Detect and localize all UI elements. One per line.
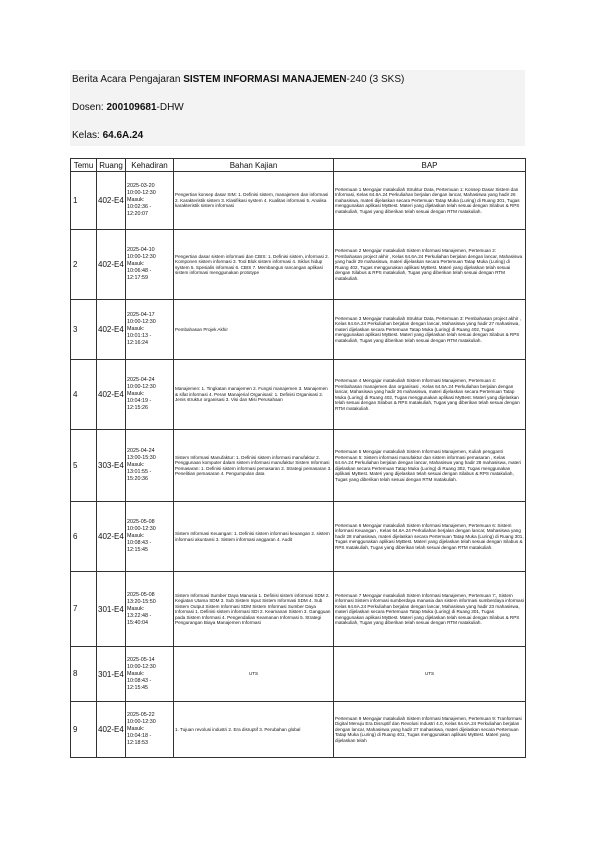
table-row [71, 230, 526, 300]
course-code: -240 (3 SKS) [346, 74, 405, 85]
cell-temu: 3 [71, 300, 97, 360]
table-row [71, 300, 526, 360]
kehadiran-line: 2025-04-24 [127, 448, 155, 454]
kelas-value: 64.6A.24 [102, 130, 144, 141]
cell-ruang: 402-E4 [97, 702, 126, 758]
kehadiran-line: 10:00-12:30 [127, 384, 156, 390]
cell-ruang: 301-E4 [97, 647, 126, 702]
cell-kehadiran [126, 360, 174, 430]
kehadiran-line: 10:01:13 - [127, 333, 152, 339]
document-title [72, 74, 404, 86]
cell-kehadiran [126, 300, 174, 360]
cell-bahan-kajian: Pengertian dasar sistem informasi dan CBIS: 1. Definisi sistem, informasi 2. Komponen sistem informasi 3. Tool Blok sistem informasi 4. Siklus hidup system 5. Spesialis informasi 6. CBIS 7. Membangun rancangan aplikasi sistem informasi menggunakan prototype [174, 230, 334, 300]
kehadiran-line: Masuk: [127, 533, 145, 539]
cell-bap: Pertemuan 1 Mengajar matakuliah Struktur Data, Pertemuan 1: Konsep Dasar Sistem dan Informasi, Kelas 64.6A.24 Perkuliahan berjalan dengan lancar, Mahasiswa yang hadir 26 mahasiswa, materi dijelaskan secara Pertemuan Tatap Muka (Luring) di Ruang 301, Tugas menggunakan aplikasi MyBest. Materi yang dijelaskan telah sesuai dengan Silabus & RPS matakuliah, Tugas yang diberikan telah sesuai dengan RTM matakuliah. [334, 172, 526, 230]
cell-bahan-kajian: Pengertian konsep dasar SIM: 1. Definisi sistem, manajemen dan informasi 2. Karakteristik sistem 3. Klasifikasi system 4. Kualitas informasi 5. Analisa karakteristik sistem informasi [174, 172, 334, 230]
cell-bahan-kajian: Pembahasan Projek Akhir [174, 300, 334, 360]
cell-bahan-kajian: Sistem Informasi Manufaktur: 1. Definisi sistem informasi manufaktur 2. Penggunaan komputer dalam sistem informasi manufaktur Sistem Informasi Pemasaran: 1. Definisi sistem informasi pemasaran 2. Strategi pemasaran 3. Penelitian pemasaran 4. Pengumpulan data [174, 430, 334, 502]
kehadiran-line: 12:15:45 [127, 684, 148, 691]
cell-ruang: 303-E4 [97, 430, 126, 502]
kehadiran-line: 12:18:53 [127, 740, 148, 746]
cell-temu: 9 [71, 702, 97, 758]
cell-bap: Pertemuan 4 Mengajar matakuliah Sistem Informasi Manajemen, Pertemuan 4: Pembahasan manajemen dan organisasi , Kelas 64.6A.24 Perkuliahan berjalan dengan lancar, Mahasiswa yang hadir 26 mahasiswa, materi dijelaskan secara Pertemuan Tatap Muka (Luring) di Ruang 402, Tugas menggunakan aplikasi MyBest. Materi yang dijelaskan telah sesuai dengan Silabus & RPS matakuliah, Tugas yang diberikan telah sesuai dengan RTM matakuliah. [334, 360, 526, 430]
cell-bap: Pertemuan 3 Mengajar matakuliah Struktur Data, Pertemuan 3: Pembahasan project akhir , Kelas 64.6A.24 Perkuliahan berjalan dengan lancar, Mahasiswa yang hadir 27 mahasiswa, materi dijelaskan secara Pertemuan Tatap Muka (Luring) di Ruang 402, Tugas menggunakan aplikasi MyBest. Materi yang dijelaskan telah sesuai dengan Silabus & RPS matakuliah, Tugas yang diberikan telah sesuai dengan RTM matakuliah. [334, 300, 526, 360]
cell-bap: Pertemuan 5 Mengajar matakuliah Sistem Informasi Manajemen, Kuliah pengganti Pertemuan 5: Sistem informasi manufaktur dan sistem informasi pemasaran , Kelas 64.6A.24 Perkuliahan berjalan dengan lancar, Mahasiswa yang hadir 28 mahasiswa, materi dijelaskan secara Pertemuan Tatap Muka (Luring) di Ruang 302, Tugas menggunakan aplikasi MyBest. Materi yang dijelaskan telah sesuai dengan Silabus & RPS matakuliah, Tugas yang diberikan telah sesuai dengan RTM matakuliah. [334, 430, 526, 502]
cell-ruang: 402-E4 [97, 172, 126, 230]
table-row [71, 172, 526, 230]
cell-temu: 2 [71, 230, 97, 300]
col-header-bap: BAP [334, 159, 526, 172]
cell-temu: 4 [71, 360, 97, 430]
kehadiran-line: 12:17:59 [127, 275, 148, 281]
kehadiran-line: 13:01:55 - [127, 469, 152, 475]
kehadiran-line: 10:04:19 - [127, 398, 152, 404]
cell-bap: Pertemuan 2 Mengajar matakuliah Sistem Informasi Manajemen, Pertemuan 2: Pembahasan project akhir , Kelas 64.6A.24 Perkuliahan berjalan dengan lancar, Mahasiswa yang hadir 29 mahasiswa, materi dijelaskan secara Pertemuan Tatap Muka (Luring) di Ruang 402, Tugas menggunakan aplikasi MyBest. Materi yang dijelaskan telah sesuai dengan Silabus & RPS matakuliah, Tugas yang diberikan telah sesuai dengan RTM matakuliah. [334, 230, 526, 300]
kehadiran-line: 12:15:26 [127, 405, 148, 411]
col-header-ruang: Ruang [97, 159, 126, 172]
cell-ruang: 402-E4 [97, 502, 126, 572]
kehadiran-line: 2025-05-22 [127, 712, 155, 718]
cell-ruang: 402-E4 [97, 230, 126, 300]
cell-kehadiran [126, 502, 174, 572]
kehadiran-line: 12:20:07 [127, 211, 148, 217]
teaching-log-table [70, 158, 526, 758]
kehadiran-line: 15:40:04 [127, 619, 148, 626]
course-name: SISTEM INFORMASI MANAJEMEN [183, 74, 347, 85]
kehadiran-line: 10:00-12:30 [127, 719, 156, 725]
table-row [71, 360, 526, 430]
cell-ruang: 402-E4 [97, 300, 126, 360]
kehadiran-line: Masuk: [127, 261, 145, 267]
kehadiran-line: 2025-05-08 [127, 519, 155, 525]
col-header-kehadiran: Kehadiran [126, 159, 174, 172]
cell-bap: UTS [334, 647, 526, 702]
kehadiran-line: 13:20-15:50 [127, 598, 156, 605]
kehadiran-line: 10:00-12:30 [127, 254, 156, 260]
col-header-bahan-kajian: Bahan Kajian [174, 159, 334, 172]
kehadiran-line: 13:22:48 - [127, 612, 152, 619]
kehadiran-line: 10:00-12:30 [127, 526, 156, 532]
cell-kehadiran [126, 647, 174, 702]
document-header [70, 70, 525, 146]
table-header-row [71, 159, 526, 172]
cell-bap: Pertemuan 9 Mengajar matakuliah Sistem Informasi Manajemen, Pertemuan 9: Tranformasi Digital Menuju Era Disruptif dan Revolusi Industri 4.0, Kelas 64.6A.24 Perkuliahan berjalan dengan lancar, Mahasiswa yang hadir 27 mahasiswa, materi dijelaskan secara Pertemuan Tatap Muka (Luring) di Ruang 401, Tugas menggunakan aplikasi MyBest. Materi yang dijelaskan telah [334, 702, 526, 758]
cell-kehadiran [126, 172, 174, 230]
dosen-label: Dosen: [72, 102, 104, 113]
kehadiran-line: 10:00-12:30 [127, 663, 156, 670]
kehadiran-line: Masuk: [127, 462, 145, 468]
kehadiran-line: 2025-04-24 [127, 377, 155, 383]
cell-temu: 6 [71, 502, 97, 572]
title-prefix: Berita Acara Pengajaran [72, 74, 181, 85]
kehadiran-line: 2025-04-10 [127, 247, 155, 253]
cell-bahan-kajian: Manajemen: 1. Tingkatan manajemen 2. Fungsi manajemen 3. Manajemen & sifat informasi 4. Peran Manajerial Organisasi: 1. Definisi Organisasi 2. Jenis struktur organisasi 3. Visi dan Misi Perusahaan [174, 360, 334, 430]
kehadiran-line: 15:20:36 [127, 476, 148, 482]
cell-ruang: 301-E4 [97, 572, 126, 647]
kehadiran-line: 10:04:18 - [127, 733, 152, 739]
kehadiran-line: 10:08:43 - [127, 677, 152, 684]
kehadiran-line: 10:06:48 - [127, 268, 152, 274]
table-body [71, 172, 526, 758]
cell-bahan-kajian: Sistem Informasi Keuangan: 1. Definisi sistem informasi keuangan 2. sistem informasi akuntansi 3. Sistem informasi anggaran 4. Audit [174, 502, 334, 572]
cell-bahan-kajian: UTS [174, 647, 334, 702]
kehadiran-line: Masuk: [127, 670, 145, 677]
cell-bahan-kajian: Sistem Informasi Sumber Daya Manusia 1. Definisi sistem informasi SDM 2. Kegiatan Utama SDM 3. Sub Sistem Input Sistem Informasi SDM 4. Sub Sistem Output Sistem Informasi SDM Sistem Informasi Sumber Daya Informasi 1. Definisi sistem informasi SDI 2. Keamanan Sistem 3. Gangguan pada Sistem Informasi 4. Pengendalian Keamanan Informasi 5. Strategi Pengurangan Biaya Manajemen Informasi [174, 572, 334, 647]
kehadiran-line: 2025-03-20 [127, 183, 155, 189]
cell-kehadiran [126, 702, 174, 758]
dosen-code: 200109681 [106, 102, 157, 113]
kehadiran-line: 2025-05-14 [127, 656, 155, 663]
cell-bap: Pertemuan 7 Mengajar matakuliah Sistem Informasi Manajemen, Pertemuan 7:, Sistem informasi Sistem informasi sumberdaya manusia dan sistem informasi sumberdaya informasi Kelas 64.6A.24 Perkuliahan berjalan dengan lancar, Mahasiswa yang hadir 23 mahasiswa, materi dijelaskan secara Pertemuan Tatap Muka (Luring) di Ruang 301, Tugas menggunakan aplikasi MyBest. Materi yang dijelaskan telah sesuai dengan Silabus & RPS matakuliah, Tugas yang diberikan telah sesuai dengan RTM matakuliah. [334, 572, 526, 647]
kehadiran-line: 13:00-15:30 [127, 455, 156, 461]
kehadiran-line: 10:08:43 - [127, 540, 152, 546]
kelas-label: Kelas: [72, 130, 100, 141]
kehadiran-line: 2025-05-08 [127, 591, 155, 598]
kehadiran-line: 10:00-12:30 [127, 319, 156, 325]
cell-kehadiran [126, 572, 174, 647]
cell-bap: Pertemuan 6 Mengajar matakuliah Sistem Informasi Manajemen, Pertemuan 6: Sistem informasi Keuangan , Kelas 64.6A.24 Perkuliahan berjalan dengan lancar, Mahasiswa yang hadir 28 mahasiswa, materi dijelaskan secara Pertemuan Tatap Muka (Luring) di Ruang 301, Tugas menggunakan aplikasi MyBest. Materi yang dijelaskan telah sesuai dengan Silabus & RPS matakuliah, Tugas yang diberikan telah sesuai dengan RTM matakuliah. [334, 502, 526, 572]
cell-kehadiran [126, 430, 174, 502]
kehadiran-line: Masuk: [127, 605, 145, 612]
kehadiran-line: 10:02:36 - [127, 204, 152, 210]
kehadiran-line: 12:16:24 [127, 340, 148, 346]
kehadiran-line: 10:00-12:30 [127, 190, 156, 196]
cell-ruang: 402-E4 [97, 360, 126, 430]
table-row [71, 572, 526, 647]
cell-temu: 5 [71, 430, 97, 502]
kehadiran-line: Masuk: [127, 326, 145, 332]
dosen-line [72, 102, 184, 114]
table-row [71, 647, 526, 702]
col-header-temu: Temu [71, 159, 97, 172]
cell-temu: 7 [71, 572, 97, 647]
table-row [71, 430, 526, 502]
kehadiran-line: Masuk: [127, 726, 145, 732]
cell-temu: 1 [71, 172, 97, 230]
cell-kehadiran [126, 230, 174, 300]
kehadiran-line: Masuk: [127, 197, 145, 203]
cell-bahan-kajian: 1. Tujuan revolusi industri 2. Era disruptif 3. Perubahan global [174, 702, 334, 758]
kehadiran-line: Masuk: [127, 391, 145, 397]
kehadiran-line: 2025-04-17 [127, 312, 155, 318]
cell-temu: 8 [71, 647, 97, 702]
dosen-suffix: -DHW [156, 102, 184, 113]
kehadiran-line: 12:15:45 [127, 547, 148, 553]
table-row [71, 702, 526, 758]
table-row [71, 502, 526, 572]
kelas-line [72, 130, 143, 142]
